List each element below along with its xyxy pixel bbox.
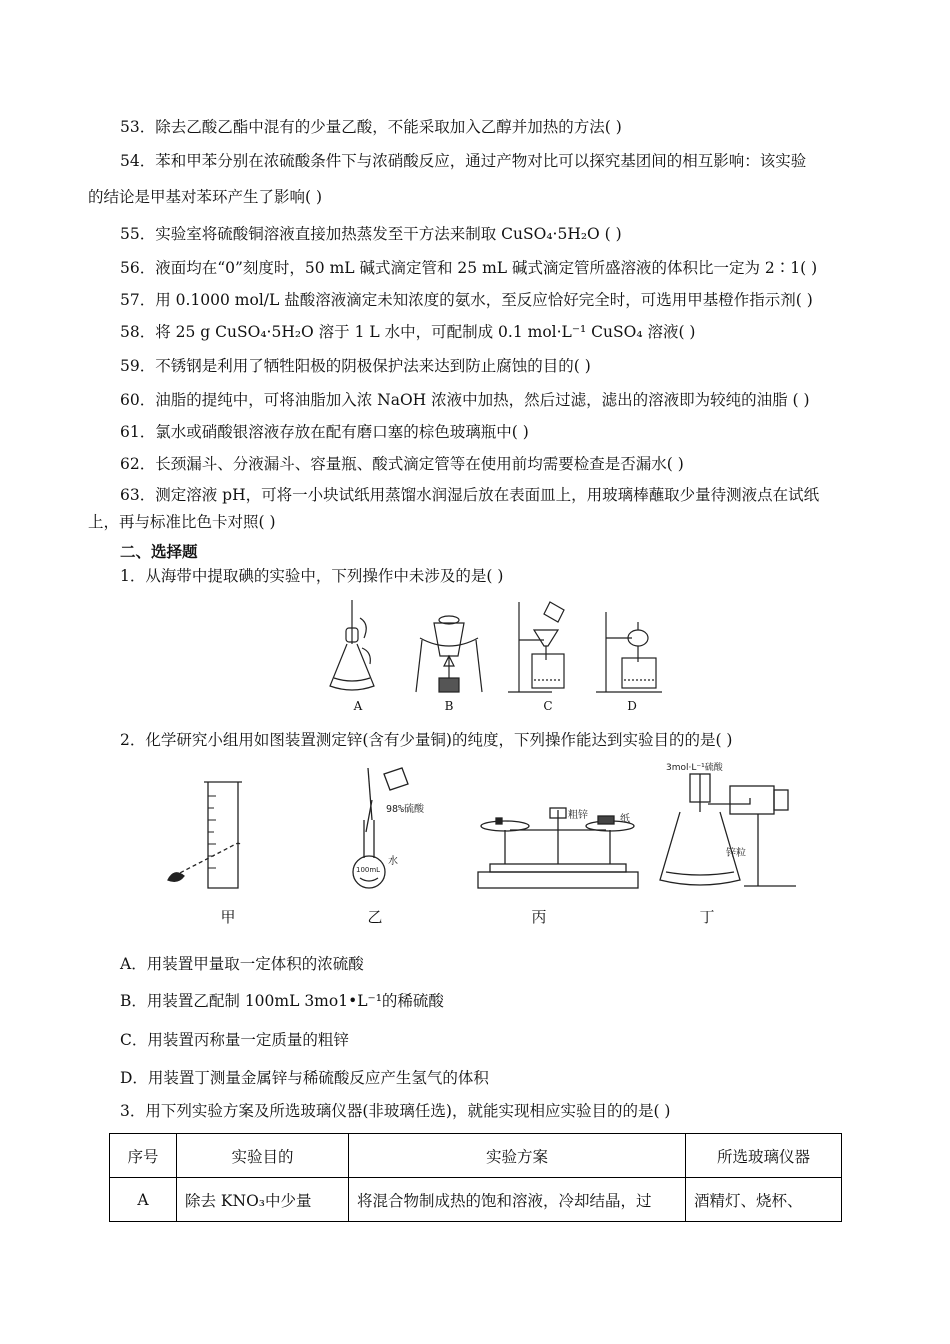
question-3-stem: 3．用下列实验方案及所选玻璃仪器(非玻璃任选)，就能实现相应实验目的的是( ) — [120, 1102, 671, 1120]
statement-54: 54．苯和甲苯分别在浓硫酸条件下与浓硝酸反应，通过产物对比可以探究基团间的相互影响：该实验 — [120, 152, 807, 170]
q2-option-c: C．用装置丙称量一定质量的粗锌 — [120, 1031, 349, 1049]
table-cell: 除去 KNO₃中少量 — [177, 1178, 349, 1222]
q2-option-a: A．用装置甲量取一定体积的浓硫酸 — [120, 955, 364, 973]
label-crude-zinc: 粗锌 — [568, 810, 588, 821]
q2-label-ding: 丁 — [699, 908, 715, 926]
table-header-cell: 所选玻璃仪器 — [686, 1134, 842, 1178]
statement-58: 58．将 25 g CuSO₄·5H₂O 溶于 1 L 水中，可配制成 0.1 mol·L⁻¹ CuSO₄ 溶液( ) — [120, 323, 696, 341]
statement-54-continued: 的结论是甲基对苯环产生了影响( ) — [88, 188, 323, 206]
statement-61: 61．氯水或硝酸银溶液存放在配有磨口塞的棕色玻璃瓶中( ) — [120, 423, 529, 441]
q1-label-a: A — [353, 699, 363, 713]
q3-table — [109, 1133, 842, 1222]
q2-label-jia: 甲 — [220, 908, 236, 926]
statement-59: 59．不锈钢是利用了牺牲阳极的阴极保护法来达到防止腐蚀的目的( ) — [120, 357, 591, 375]
table-cell: 将混合物制成热的饱和溶液，冷却结晶，过 — [349, 1178, 686, 1222]
statement-55: 55．实验室将硫酸铜溶液直接加热蒸发至干方法来制取 CuSO₄·5H₂O ( ) — [120, 225, 622, 243]
label-98-sulfuric-acid: 98%硫酸 — [386, 804, 425, 815]
label-100ml: 100mL — [356, 866, 381, 874]
q2-option-d: D．用装置丁测量金属锌与稀硫酸反应产生氢气的体积 — [120, 1069, 489, 1087]
figure-jia-graduated-cylinder — [168, 782, 242, 888]
table-header-row — [110, 1134, 842, 1178]
q2-label-yi: 乙 — [367, 908, 383, 926]
q1-label-d: D — [627, 699, 637, 713]
statement-63: 63．测定溶液 pH，可将一小块试纸用蒸馏水润湿后放在表面皿上，用玻璃棒蘸取少量待测液点在试纸 — [120, 486, 820, 504]
q2-label-bing: 丙 — [531, 908, 547, 926]
statement-60: 60．油脂的提纯中，可将油脂加入浓 NaOH 浓液中加热，然后过滤，滤出的溶液即为较纯的油脂 ( ) — [120, 391, 810, 409]
q2-option-b: B．用装置乙配制 100mL 3mo1•L⁻¹的稀硫酸 — [120, 992, 444, 1010]
table-cell: 酒精灯、烧杯、 — [686, 1178, 842, 1222]
figure-bing-balance — [478, 808, 638, 888]
statement-62: 62．长颈漏斗、分液漏斗、容量瓶、酸式滴定管等在使用前均需要检查是否漏水( ) — [120, 455, 684, 473]
label-water: 水 — [388, 856, 398, 867]
table-header-cell: 实验方案 — [349, 1134, 686, 1178]
q1-label-c: C — [543, 699, 553, 713]
section-title: 二、选择题 — [120, 542, 198, 561]
label-3mol-sulfuric-acid: 3mol·L⁻¹硫酸 — [666, 763, 723, 773]
figure-a-shaking-flask — [330, 600, 374, 690]
table-header-cell: 序号 — [110, 1134, 177, 1178]
q2-apparatus-figure — [160, 760, 800, 900]
statement-56: 56．液面均在“0”刻度时，50 mL 碱式滴定管和 25 mL 碱式滴定管所盛溶液的体积比一定为 2∶1( ) — [120, 259, 818, 277]
table-row — [110, 1178, 842, 1222]
question-1-stem: 1．从海带中提取碘的实验中，下列操作中未涉及的是( ) — [120, 567, 504, 585]
figure-b-crucible-heating — [416, 616, 482, 692]
table-cell: A — [110, 1178, 177, 1222]
figure-ding-gas-generator — [660, 774, 796, 886]
statement-63-continued: 上，再与标准比色卡对照( ) — [88, 513, 276, 531]
figure-c-filtration — [508, 602, 564, 692]
label-zinc-granules: 锌粒 — [726, 848, 746, 859]
table-header-cell: 实验目的 — [177, 1134, 349, 1178]
q1-label-b: B — [444, 699, 454, 713]
statement-57: 57．用 0.1000 mol/L 盐酸溶液滴定未知浓度的氨水，至反应恰好完全时，可选用甲基橙作指示剂( ) — [120, 291, 813, 309]
question-2-stem: 2．化学研究小组用如图装置测定锌(含有少量铜)的纯度，下列操作能达到实验目的的是( ) — [120, 731, 733, 749]
statement-53: 53．除去乙酸乙酯中混有的少量乙酸，不能采取加入乙醇并加热的方法( ) — [120, 118, 622, 136]
figure-d-separatory-funnel — [596, 612, 662, 692]
q1-apparatus-figure — [322, 598, 672, 712]
label-paper: 纸 — [620, 814, 630, 825]
